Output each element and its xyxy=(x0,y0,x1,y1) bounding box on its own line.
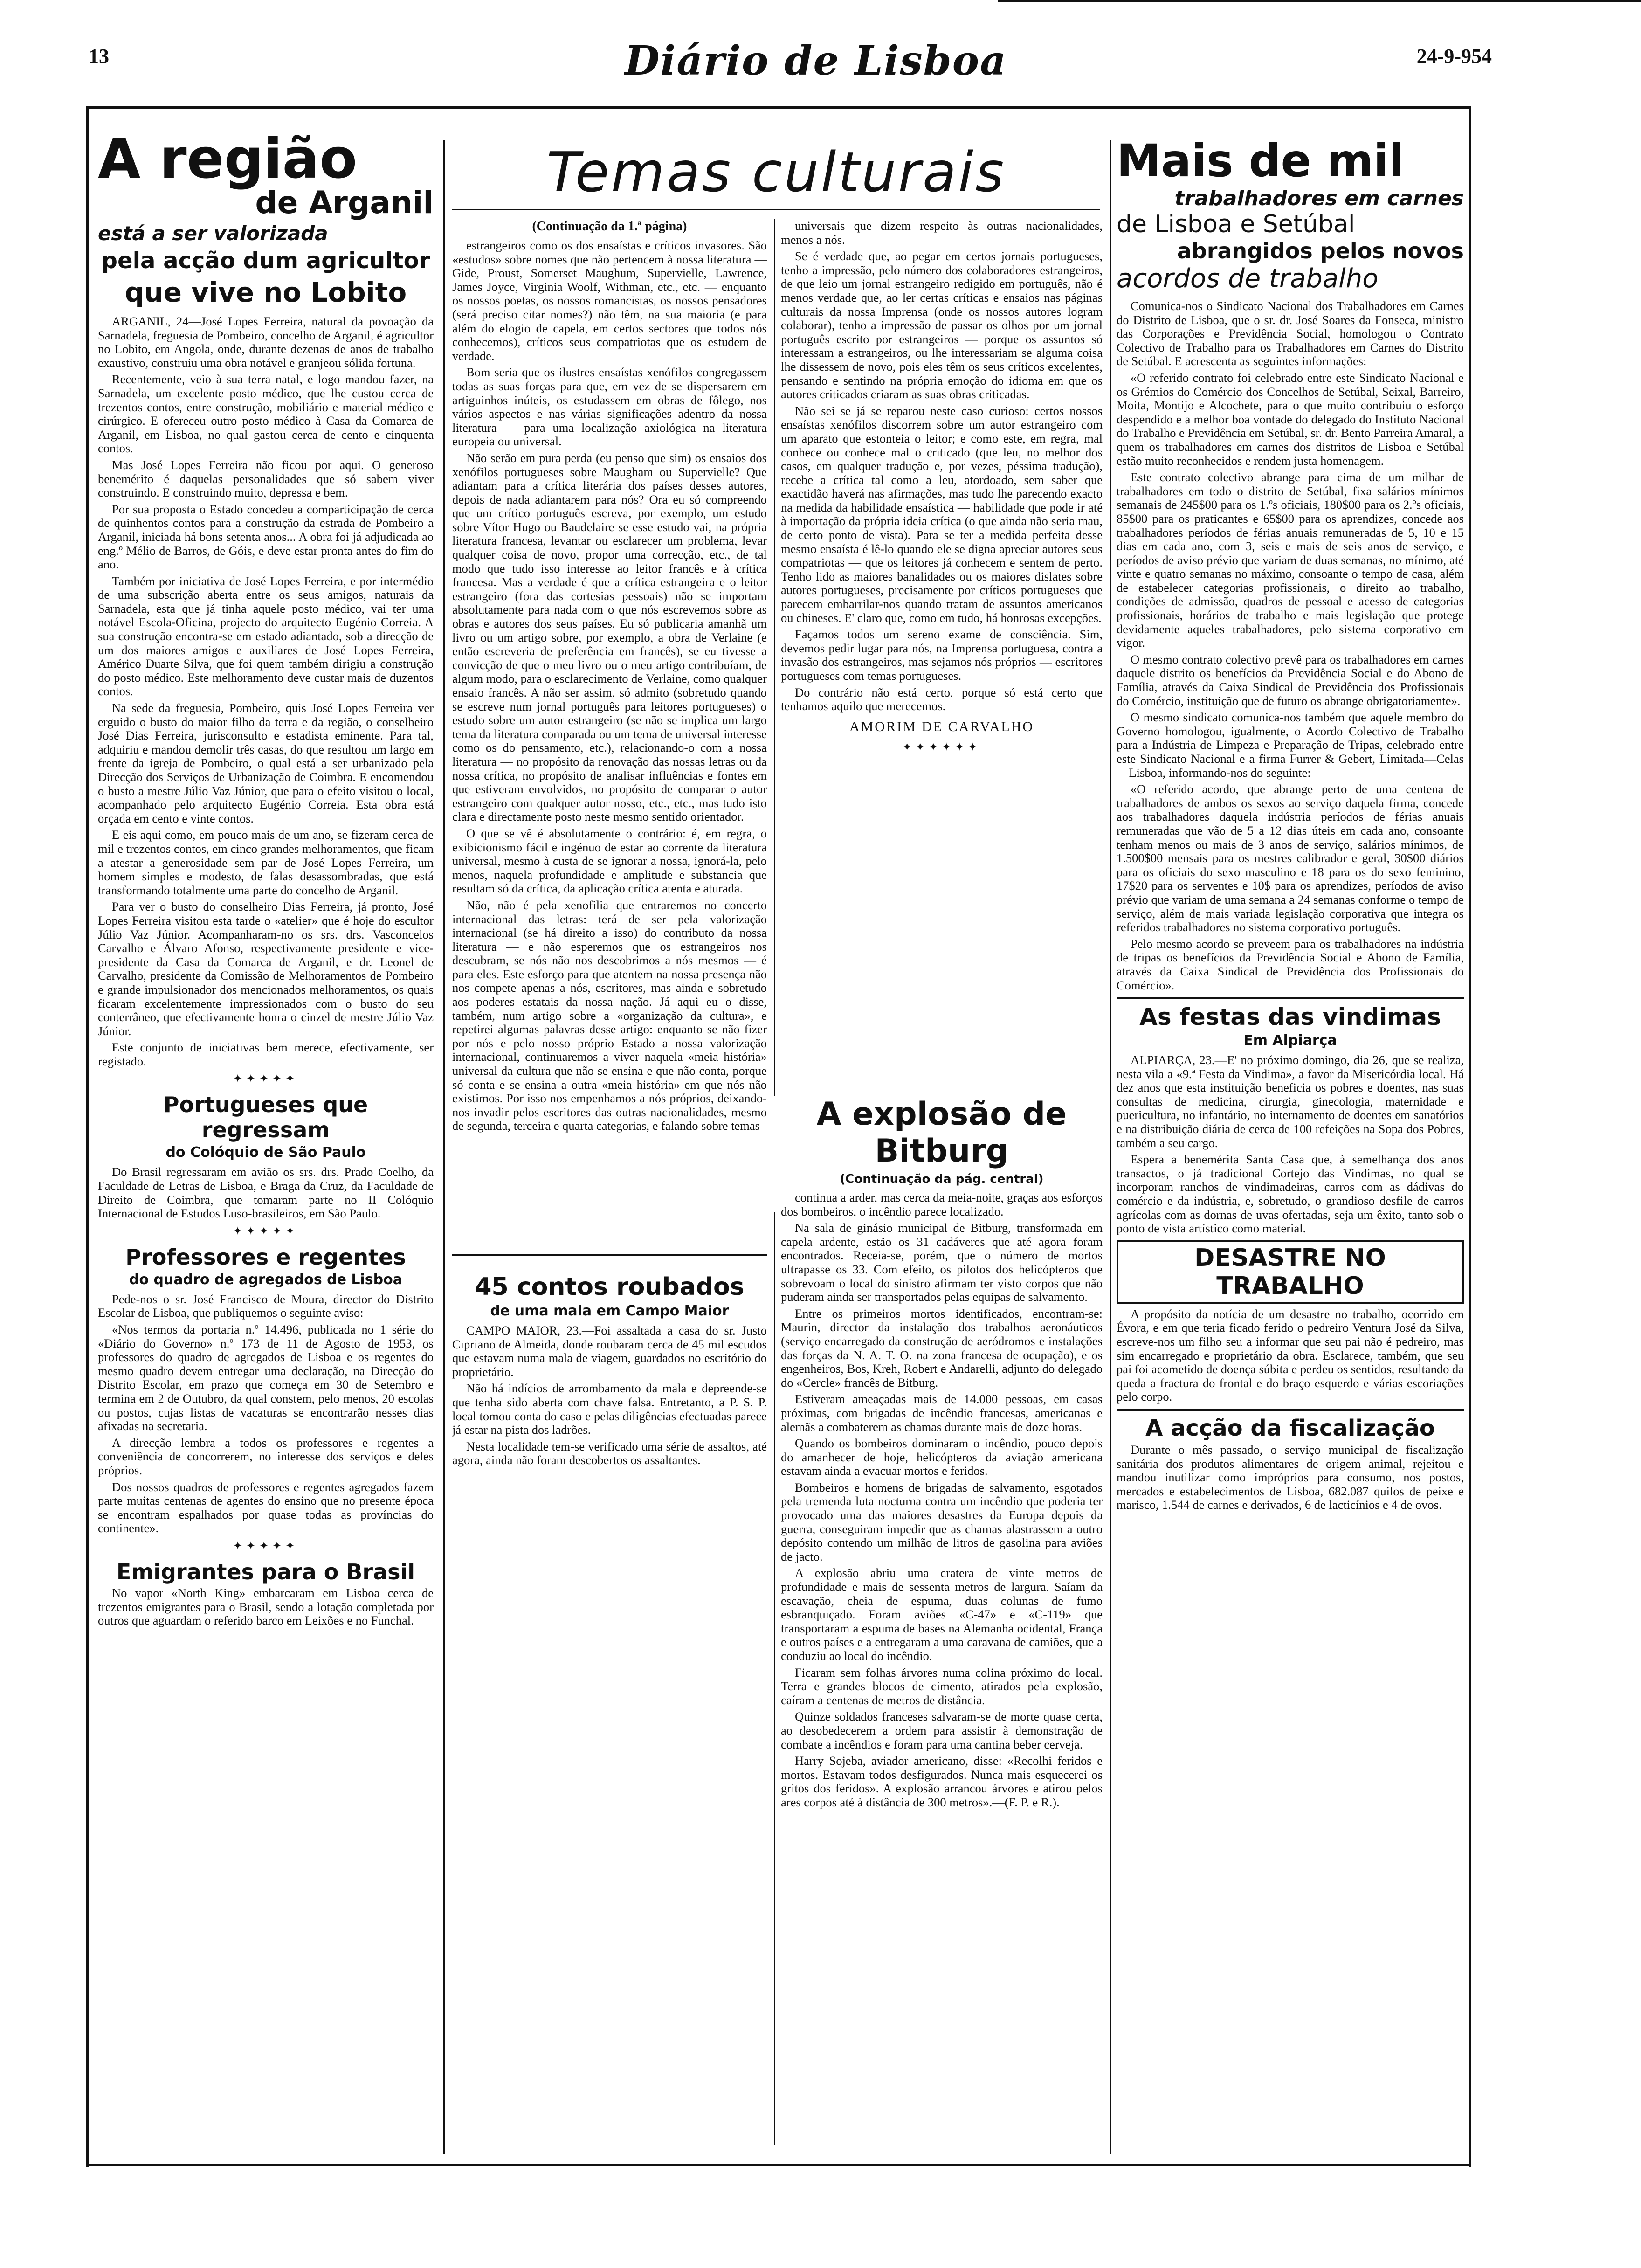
paragraph: O mesmo contrato colectivo prevê para os trabalhadores em carnes daquele distrito os benefícios da Previdência Social e do Abono de Família, através da Caixa Sindical de Previdência dos Profissionais do Comércio, instituição que de futuro os abrange obrigatoriamente». xyxy=(1117,652,1464,708)
headline-fiscalizacao: A acção da fiscalização xyxy=(1145,1415,1435,1441)
paragraph: Bombeiros e homens de brigadas de salvamento, esgotados pela tremenda luta nocturna contra um incêndio que poderia ter provocado uma das maiores desastres da Europa depois da guerra, conseguiram impedir que as chamas alastrassem a outro depósito contendo um milhão de litros de gasolina para aviões de jacto. xyxy=(781,1480,1103,1563)
article-emigrantes-body xyxy=(98,1586,434,1628)
paragraph: Estiveram ameaçadas mais de 14.000 pessoas, em casas próximas, com brigadas de incêndio francesas, americanas e alemãs a combaterem as chamas durante mais de doze horas. xyxy=(781,1392,1103,1434)
paragraph: Recentemente, veio à sua terra natal, e logo mandou fazer, na Sarnadela, um excelente posto médico, que lhe custou cerca de trezentos contos, entre construção, mobiliário e material médico e cirúrgico. E ofereceu outro posto médico à Casa da Comarca de Arganil, em Lisboa, no qual gastou cerca de cento e cinquenta contos. xyxy=(98,372,434,456)
deck-agricultor: pela acção dum agricultor xyxy=(101,248,430,274)
separator: ✦✦✦✦✦ xyxy=(233,1225,299,1238)
subhead-alpiarca: Em Alpiarça xyxy=(1243,1032,1337,1049)
paragraph: A propósito da notícia de um desastre no trabalho, ocorrido em Évora, e em que teria ficado ferido o pedreiro Ventura José da Silva, escreve-nos um filho seu a informar que seu pai não é pedreiro, mas sim encarregado e proprietário da obra. Esclarece, também, que seu pai foi acometido de doença súbita e perdeu os sentidos, resultando da queda a fractura do frontal e do braço esquerdo e várias escoriações pelo corpo. xyxy=(1117,1307,1464,1404)
deck-lobito: que vive no Lobito xyxy=(124,277,407,308)
subhead-campo-maior: de uma mala em Campo Maior xyxy=(490,1303,729,1319)
paragraph: Do Brasil regressaram em avião os srs. drs. Prado Coelho, da Faculdade de Letras de Lisboa, e Braga da Cruz, da Faculdade de Direito de Coimbra, que tomaram parte no II Colóquio Internacional de Estudos Luso-brasileiros, em São Paulo. xyxy=(98,1165,434,1221)
paragraph: Na sala de ginásio municipal de Bitburg, transformada em capela ardente, estão os 31 cadáveres que até agora foram encontrados. Receia-se, porém, que o número de mortos ultrapasse os 33. Com efeito, os pilotos dos helicópteros que sobrevoam o local do sinistro afirmam ter visto corpos que não puderam ainda ser transportados pelas equipas de salvamento. xyxy=(781,1221,1103,1304)
box-desastre xyxy=(1117,1240,1464,1304)
temas-rule xyxy=(452,209,1100,210)
paragraph: A explosão abriu uma cratera de vinte metros de profundidade e mais de sessenta metros de largura. Saíam da escavação, cheia de espuma, duas colunas de fumo esbranquiçado. Foram aviões «C-47» e «C-119» que transportaram a espuma de bases na Alemanha ocidental, França e outros países e a entregaram a uma caravana de camiões, que a conduziu ao local do incêndio. xyxy=(781,1566,1103,1663)
column-rule-2 xyxy=(1110,140,1111,2154)
paragraph: Não serão em pura perda (eu penso que sim) os ensaios dos xenófilos portugueses sobre Maugham ou Supervielle? Que adiantam para a crítica literária dos países desses autores, depois de nada adiantarem para nós? Ora eu só compreendo que um crítico português escreva, por exemplo, um estudo sobre Vítor Hugo ou Baudelaire se esse estudo vai, na própria literatura francesa, levantar ou esclarecer um problema, levar qualquer coisa de novo, propor uma correcção, etc., de tal modo que tudo isso interesse ao leitor francês e à crítica francesa. Mas a verdade é que a crítica estrangeira e o leitor estrangeiro (fora das cortesias pessoais) não se importam absolutamente para nada com o que nós escrevemos sobre as obras e autores dos seus países. Eu só publicaria amanhã um livro ou um artigo sobre, por exemplo, a obra de Verlaine (e então escreveria de preferência em francês), se eu tivesse a convicção de que o meu livro ou o meu artigo contribuíam, de algum modo, para o esclarecimento de Verlaine, como qualquer ensaio francês. A não ser assim, só admito (sobretudo quando se escreve num jornal português para leitores portugueses) o estudo sobre um autor estrangeiro (se não se implica um largo tema da literatura comparada ou um tema de universal interesse como os do pensamento, etc.), relacionando-o com a nossa literatura — no propósito da renovação das nossas letras ou da nossa crítica, no propósito de analisar influências e fontes em que estiveram envolvidos, no propósito de comparar o autor estrangeiro com qualquer autor nosso, etc., etc., mas tudo isto clara e directamente posto neste mesmo sentido orientador. xyxy=(452,450,767,824)
paragraph: Este conjunto de iniciativas bem merece, efectivamente, ser registado. xyxy=(98,1040,434,1068)
article-portugueses-body xyxy=(98,1165,434,1220)
column-temas-right xyxy=(781,219,1103,1096)
signature-amorim: AMORIM DE CARVALHO xyxy=(849,719,1034,734)
paragraph: Espera a benemérita Santa Casa que, à semelhança dos anos transactos, o já tradicional Cortejo das Vindimas, no qual se incorporam ranchos de vindimadeiras, carros com as dádivas do comércio e da indústria, e, sobretudo, o grandioso desfile de carros agrícolas com as dornas de uvas ofertadas, seja um êxito, tanto sob o ponto de vista artístico como material. xyxy=(1117,1152,1464,1236)
headline-45-contos: 45 contos roubados xyxy=(475,1273,745,1301)
column-arganil xyxy=(98,131,434,2154)
paragraph: Na sede da freguesia, Pombeiro, quis José Lopes Ferreira ver erguido o busto do maior filho da terra e da região, o conselheiro José Dias Ferreira, jurisconsulto e estadista eminente. Para tal, adquiriu e mandou demolir três casas, do que resultou um largo em frente da igreja de Pombeiro, o qual está a ser urbanizado pela Direcção dos Serviços de Urbanização de Coimbra. E encomendou o busto a mestre Júlio Vaz Júnior, que para o efeito visitou o local, acompanhado pelo arquitecto Eugénio Correia. Esta obra está orçada em cento e vinte contos. xyxy=(98,701,434,825)
paragraph: No vapor «North King» embarcaram em Lisboa cerca de trezentos emigrantes para o Brasil, sendo a lotação completada por outros que aguardam o referido barco em Leixões e no Funchal. xyxy=(98,1585,434,1628)
paragraph: O mesmo sindicato comunica-nos também que aquele membro do Governo homologou, igualmente, o Acordo Colectivo de Trabalho para a Indústria de Limpeza e Preparação de Tripas, celebrado entre este Sindicato Nacional e a firma Furrer & Gebert, Limitada—Celas—Lisboa, informando-nos do seguinte: xyxy=(1117,710,1464,780)
paragraph: «O referido acordo, que abrange perto de uma centena de trabalhadores de ambos os sexos ao serviço daquela firma, concede aos trabalhadores daquela indústria períodos de férias anuais remuneradas que vão de 5 a 12 dias úteis em cada ano, consoante tenham menos ou mais de 3 anos de serviço, salários mínimos, de 1.500$00 mensais para os mestres calibrador e geral, 30$00 diários para os oficiais do sexo masculino e 18 para os do sexo feminino, 17$20 para os serventes e 10$ para os aprendizes, períodos de aviso prévio que variam de uma semana a 24 semanas conforme o tempo de serviço, além de mais variada legislação corporativa que integra os referidos trabalhadores no sistema corporativo português. xyxy=(1117,782,1464,934)
paragraph: A direcção lembra a todos os professores e regentes a conveniência de concorrerem, no interesse dos serviços e deles próprios. xyxy=(98,1435,434,1477)
headline-festas: As festas das vindimas xyxy=(1139,1003,1441,1031)
header-rule xyxy=(998,0,1641,2)
rule-festas xyxy=(1117,997,1464,999)
masthead: Diário de Lisboa xyxy=(625,37,1007,84)
paragraph: E eis aqui como, em pouco mais de um ano, se fizeram cerca de mil e trezentos contos, em cinco grandes melhoramentos, que ficam a atestar a generosidade sem par de José Lopes Ferreira, um homem simples e modesto, de falas desassombradas, que está transformando totalmente uma parte do concelho de Arganil. xyxy=(98,828,434,897)
rule-45-contos xyxy=(452,1254,767,1256)
article-arganil-body xyxy=(98,315,434,1068)
paragraph: Bom seria que os ilustres ensaístas xenófilos congregassem todas as suas forças para que, em vez de se dispersarem em artiguinhos inúteis, os estudassem em obras de fôlego, nos vários aspectos e nas várias significações adentro da nossa literatura — para uma localização axiológica na literatura europeia ou universal. xyxy=(452,365,767,449)
paragraph: universais que dizem respeito às outras nacionalidades, menos a nós. xyxy=(781,219,1103,247)
article-professores-body xyxy=(98,1293,434,1535)
paragraph: ARGANIL, 24—José Lopes Ferreira, natural da povoação da Sarnadela, freguesia de Pombeiro, concelho de Arganil, é agricultor no Lobito, em Angola, onde, durante dezenas de anos de trabalho exaustivo, construiu uma obra notável e granjeou sólida fortuna. xyxy=(98,314,434,370)
paragraph: O que se vê é absolutamente o contrário: é, em regra, o exibicionismo fácil e ingénuo de estar ao corrente da literatura universal, mesmo à custa de se ignorar a nossa, ignorá-la, pelo menos, naquela profundidade e amplitude e substancia que resultam só da crítica, da aplicação crítica atenta e aturada. xyxy=(452,826,767,896)
article-temas-body-left xyxy=(452,239,767,1133)
deck-trabalhadores: trabalhadores em carnes xyxy=(1174,187,1464,210)
paragraph: Mas José Lopes Ferreira não ficou por aqui. O generoso benemérito é daquelas personalidades que só sabem viver construindo. E construindo muito, depressa e bem. xyxy=(98,457,434,500)
headline-arganil: de Arganil xyxy=(255,185,434,221)
column-rule-1 xyxy=(443,140,445,2154)
frame-bottom xyxy=(86,2164,1471,2166)
paragraph: Façamos todos um sereno exame de consciência. Sim, devemos pedir lugar para nós, na Imprensa portuguesa, contra a invasão dos estrangeiros, mas sejamos nós próprios — escritores portugueses com temas portugueses. xyxy=(781,627,1103,683)
article-trabalhadores-body xyxy=(1117,299,1464,992)
subhead-agregados: do quadro de agregados de Lisboa xyxy=(129,1271,402,1288)
frame-top xyxy=(86,106,1471,109)
paragraph: Por sua proposta o Estado concedeu a comparticipação de cerca de quinhentos contos para a construção da estrada de Pombeiro a Arganil, iniciada há bons setenta anos... A obra foi já adjudicada ao eng.º Mélio de Barros, de Góis, e deve estar pronta antes do fim do ano. xyxy=(98,502,434,572)
article-bitburg-body xyxy=(781,1191,1103,1810)
headline-temas-culturais: Temas culturais xyxy=(546,140,1006,204)
paragraph: Não sei se já se reparou neste caso curioso: certos nossos ensaístas xenófilos discorrem sobre um autor estrangeiro com um aparato que estonteia o leitor; e como este, em regra, mal conhece ou conhece mal o criticado (que leu, no melhor dos casos, em qualquer tradução e, por vezes, péssima tradução), recebe a crítica tal como a leu, atordoado, sem saber que exactidão haverá nas afirmações, mas tudo lhe parecendo exacto na medida da habilidade ensaística — habilidade que pode ir até à importação da própria ideia crítica (o que ainda não seria mau, de certo ponto de vista). Para se ter a medida perfeita desse mesmo ensaísta é lê-lo quando ele se digna apreciar autores seus compatriotas — que os leitores já conhecem e sentem de perto. Tenho lido as maiores banalidades ou os maiores dislates sobre autores portugueses, precisamente por críticos portugueses que parecem embarrilar-nos quando tratam de assuntos americanos ou chineses. E' claro que, como em tudo, há honrosas excepções. xyxy=(781,403,1103,625)
paragraph: Pelo mesmo acordo se preveem para os trabalhadores na indústria de tripas os benefícios da Previdência Social e Abono de Família, através da Caixa Sindical de Previdência dos Profissionais do Comércio». xyxy=(1117,936,1464,992)
headline-regiao: A região xyxy=(98,131,358,191)
headline-bitburg: A explosão de Bitburg xyxy=(816,1096,1067,1169)
paragraph: Dos nossos quadros de professores e regentes agregados fazem parte muitas centenas de agentes do ensino que no presente época se encontram espalhados por quase todas as províncias do continente». xyxy=(98,1480,434,1535)
separator: ✦✦✦✦✦ xyxy=(233,1540,299,1552)
article-fiscalizacao-body xyxy=(1117,1443,1464,1512)
continuation-bitburg: (Continuação da pág. central) xyxy=(840,1172,1044,1186)
frame-left xyxy=(86,106,89,2167)
paragraph: ALPIARÇA, 23.—E' no próximo domingo, dia 26, que se realiza, nesta vila a «9.ª Festa da Vindima», a favor da Misericórdia local. Há dez anos que esta instituição beneficia os pobres e doentes, nas suas consultas de medicina, cirurgia, ginecologia, maternidade e puericultura, no infantário, no internamento de doentes em sanatórios e na distribuição diária de cerca de 100 refeições na Sopa dos Pobres, também a seu cargo. xyxy=(1117,1053,1464,1150)
paragraph: Quinze soldados franceses salvaram-se de morte quase certa, ao desobedecerem a ordem para assistir à demonstração de combate a incêndios e foram para uma cantina beber cerveja. xyxy=(781,1709,1103,1751)
headline-portugueses: Portugueses que regressam xyxy=(163,1092,368,1143)
article-45-contos-body xyxy=(452,1324,767,1470)
column-trabalhadores xyxy=(1117,135,1464,2159)
paragraph: Não, não é pela xenofilia que entraremos no concerto internacional das letras: terá de ser pela valorização internacional (se há direito a isso) do contributo da nossa literatura — e não esperemos que os estrangeiros nos descubram, se nós não nos descobrimos a nós mesmos — é para eles. Este esforço para que atentem na nossa presença não nos compete apenas a nós, escritores, mas ainda e sobretudo aos poderes estatais da nossa nação. Já aqui eu o disse, também, num artigo sobre a «organização da cultura», e repetirei algumas palavras desse artigo: enquanto se não fizer por nós e pelo nosso próprio Estado a nossa valorização internacional, continuaremos a viver naquela «meia história» universal da cultura que não se ensina e que não conta, porque só conta e se ensina a outra «meia história» em que nós não existimos. Por isso nos empenhamos a nós próprios, deixando-nos invadir pelos escritores das outras nacionalidades, mesmo de segunda, terceira e quarta categorias, e falando sobre temas xyxy=(452,898,767,1133)
paragraph: Do contrário não está certo, porque só está certo que tenhamos aquilo que merecemos. xyxy=(781,685,1103,713)
article-desastre-body xyxy=(1117,1307,1464,1404)
continuation-note: (Continuação da 1.ª página) xyxy=(532,219,687,234)
subhead-coloquio: do Colóquio de São Paulo xyxy=(165,1144,366,1161)
box-45-contos xyxy=(452,1268,767,2154)
column-rule-inner-2 xyxy=(774,1212,775,2145)
paragraph: Harry Sojeba, aviador americano, disse: «Recolhi feridos e mortos. Estavam todos desfigurados. Nunca mais esquecerei os gritos dos feridos». A explosão arrancou árvores e atirou pelos ares corpos até à distância de 300 metros».—(F. P. e R.). xyxy=(781,1754,1103,1809)
paragraph: Durante o mês passado, o serviço municipal de fiscalização sanitária dos produtos alimentares de origem animal, rejeitou e mandou inutilizar como impróprios para consumo, nos postos, mercados e estabelecimentos de Lisboa, 682.087 quilos de peixe e marisco, 1.544 de carnes e derivados, 6 de lacticínios e 4 de ovos. xyxy=(1117,1442,1464,1512)
paragraph: Para ver o busto do conselheiro Dias Ferreira, já pronto, José Lopes Ferreira visitou esta tarde o «atelier» que é hoje do escultor Júlio Vaz Júnior. Acompanharam-no os srs. drs. Vasconcelos Carvalho e Álvaro Afonso, respectivamente presidente e vice-presidente da Casa da Comarca de Arganil, e dr. Leonel de Carvalho, presidente da Comissão de Melhoramentos de Pombeiro e grande impulsionador dos mencionados melhoramentos, os quais ficaram excelentemente impressionados com o busto do seu conterrâneo, que efectivamente honra o cinzel de mestre Júlio Vaz Júnior. xyxy=(98,899,434,1038)
article-festas-body xyxy=(1117,1053,1464,1236)
paragraph: Nesta localidade tem-se verificado uma série de assaltos, até agora, ainda não foram descobertos os assaltantes. xyxy=(452,1439,767,1467)
page-number: 13 xyxy=(89,45,109,68)
paragraph: Pede-nos o sr. José Francisco de Moura, director do Distrito Escolar de Lisboa, que publiquemos o seguinte aviso: xyxy=(98,1292,434,1320)
column-bitburg xyxy=(781,1091,1103,2154)
headline-desastre: DESASTRE NO TRABALHO xyxy=(1194,1244,1386,1300)
column-rule-inner xyxy=(774,219,775,1096)
headline-professores: Professores e regentes xyxy=(125,1244,406,1270)
paragraph: estrangeiros como os dos ensaístas e críticos invasores. São «estudos» sobre nomes que não pertencem à nossa literatura — Gide, Proust, Somerset Maughum, Supervielle, Lawrence, James Joyce, Virginia Woolf, Withman, etc., etc. — enquanto os nossos poetas, os nossos romancistas, os nossos pensadores (será preciso citar nomes?) não têm, na sua maioria (e para além do elogio de capela, em certos sectores que todos nós conhecemos), críticos seus compatriotas que os estudem de verdade. xyxy=(452,238,767,363)
deck-lisboa-setubal: de Lisboa e Setúbal xyxy=(1117,210,1355,238)
paragraph: Comunica-nos o Sindicato Nacional dos Trabalhadores em Carnes do Distrito de Lisboa, que o sr. dr. José Soares da Fonseca, ministro das Corporações e Previdência Social, homologou o Contrato Colectivo de Trabalho para os Trabalhadores em Carnes do Distrito de Setúbal. E acrescenta as seguintes informações: xyxy=(1117,299,1464,368)
paragraph: Este contrato colectivo abrange para cima de um milhar de trabalhadores em todo o distrito de Setúbal, fixa salários mínimos semanais de 245$00 para os 1.ºs oficiais, 180$00 para os 2.ºs oficiais, 85$00 para os praticantes e 65$00 para os aprendizes, concede aos trabalhadores períodos de férias anuais remuneradas de 5, 10 e 15 dias em cada ano, com 3, seis e mais de seis anos de serviço, e períodos de aviso prévio que variam de duas semanas, no mínimo, até vinte e quatro semanas no máximo, consoante o tempo de casa, além de estabelecer categorias profissionais, o direito ao trabalho, condições de admissão, quadros de pessoal e acesso de categorias profissionais, horários de trabalho e mais legislação que protege devidamente aqueles trabalhadores, pelo sistema corporativo em vigor. xyxy=(1117,470,1464,650)
deck-acordos: acordos de trabalho xyxy=(1117,263,1379,294)
paragraph: Também por iniciativa de José Lopes Ferreira, e por intermédio de uma subscrição aberta entre os seus amigos, naturais da Sarnadela, esta que já tinha aquele posto médico, vai ter uma notável Escola-Oficina, projecto do arquitecto Eugénio Correia. A sua construção encontra-se em estado adiantado, sob a direcção de um dos maiores amigos e auxiliares de José Lopes Ferreira, Américo Duarte Silva, que foi quem também dirigiu a construção do posto médico. Este melhoramento deve custar mais de duzentos contos. xyxy=(98,574,434,698)
headline-emigrantes: Emigrantes para o Brasil xyxy=(116,1559,415,1584)
paragraph: continua a arder, mas cerca da meia-noite, graças aos esforços dos bombeiros, o incêndio parece localizado. xyxy=(781,1190,1103,1218)
paragraph: Entre os primeiros mortos identificados, encontram-se: Maurin, director da instalação dos trabalhos aeronáuticos (serviço encarregado da construção de aeródromos e instalações das forças da N. A. T. O. na zona francesa de ocupação), e os engenheiros, Bos, Kreh, Robert e Andarelli, adjunto do delegado do «Cercle» francês de Bitburg. xyxy=(781,1306,1103,1390)
frame-right xyxy=(1469,106,1471,2167)
paragraph: Ficaram sem folhas árvores numa colina próximo do local. Terra e grandes blocos de cimento, atirados pela explosão, caíram a centenas de metros de distância. xyxy=(781,1665,1103,1707)
paragraph: «O referido contrato foi celebrado entre este Sindicato Nacional e os Grémios do Comércio dos Concelhos de Setúbal, Seixal, Barreiro, Moita, Montijo e Alcochete, para o que muito contribuiu o esforço despendido e a melhor boa vontade do delegado do Instituto Nacional do Trabalho e Previdência em Setúbal, sr. dr. Bento Parreira Amaral, a quem os trabalhadores em carnes dos distritos de Lisboa e Setúbal estão muito reconhecidos e rendem justa homenagem. xyxy=(1117,370,1464,468)
paragraph: Não há indícios de arrombamento da mala e depreende-se que tenha sido aberta com chave falsa. Entretanto, a P. S. P. local tomou conta do caso e pelas diligências efectuadas parece já estar na pista dos ladrões. xyxy=(452,1381,767,1437)
paragraph: «Nos termos da portaria n.º 14.496, publicada no 1 série do «Diário do Governo» n.º 173 de 11 de Agosto de 1953, os professores do quadro de agregados de Lisboa e os regentes do mesmo quadro devem entregar uma declaração, na Direcção do Distrito Escolar, em prazo que começa em 30 de Setembro e termina em 2 de Outubro, da qual constem, pelo menos, 20 escolas ou postos, cujas listas de vacaturas se encontrarão nesses dias afixadas na secretaria. xyxy=(98,1322,434,1433)
paragraph: CAMPO MAIOR, 23.—Foi assaltada a casa do sr. Justo Cipriano de Almeida, donde roubaram cerca de 45 mil escudos que estavam numa mala de viagem, guardados no escritório do proprietário. xyxy=(452,1324,767,1379)
article-temas-body-right xyxy=(781,219,1103,713)
deck-abrangidos: abrangidos pelos novos xyxy=(1177,238,1464,263)
headline-mais-de-mil: Mais de mil xyxy=(1117,135,1404,187)
issue-date: 24-9-954 xyxy=(1416,45,1492,68)
separator: ✦✦✦✦✦ xyxy=(233,1073,299,1086)
separator: ✦✦✦✦✦✦ xyxy=(902,741,981,754)
paragraph: Se é verdade que, ao pegar em certos jornais portugueses, tenho a impressão, pelo número dos colaboradores estrangeiros, de que leio um jornal estrangeiro redigido em português, não é menos verdade que, ao ler certas críticas e ensaios nas páginas culturais da nossa Imprensa (onde os nossos autores logram colaborar), tenho a impressão de passar os olhos por um jornal português escrito por estrangeiros — porque os assuntos só interessam a estrangeiros, ou lhe interessariam se alguma coisa lhe dissessem de novo, pois eles têm os seus críticos excelentes, pensando e sentindo na própria emoção do idioma em que os autores criticados criaram as suas obras criticadas. xyxy=(781,249,1103,401)
rule-fiscalizacao xyxy=(1117,1409,1464,1411)
deck-valorizada: está a ser valorizada xyxy=(98,222,328,245)
paragraph: Quando os bombeiros dominaram o incêndio, pouco depois do amanhecer de hoje, helicópteros da aviação americana estavam ainda a evacuar mortos e feridos. xyxy=(781,1436,1103,1478)
